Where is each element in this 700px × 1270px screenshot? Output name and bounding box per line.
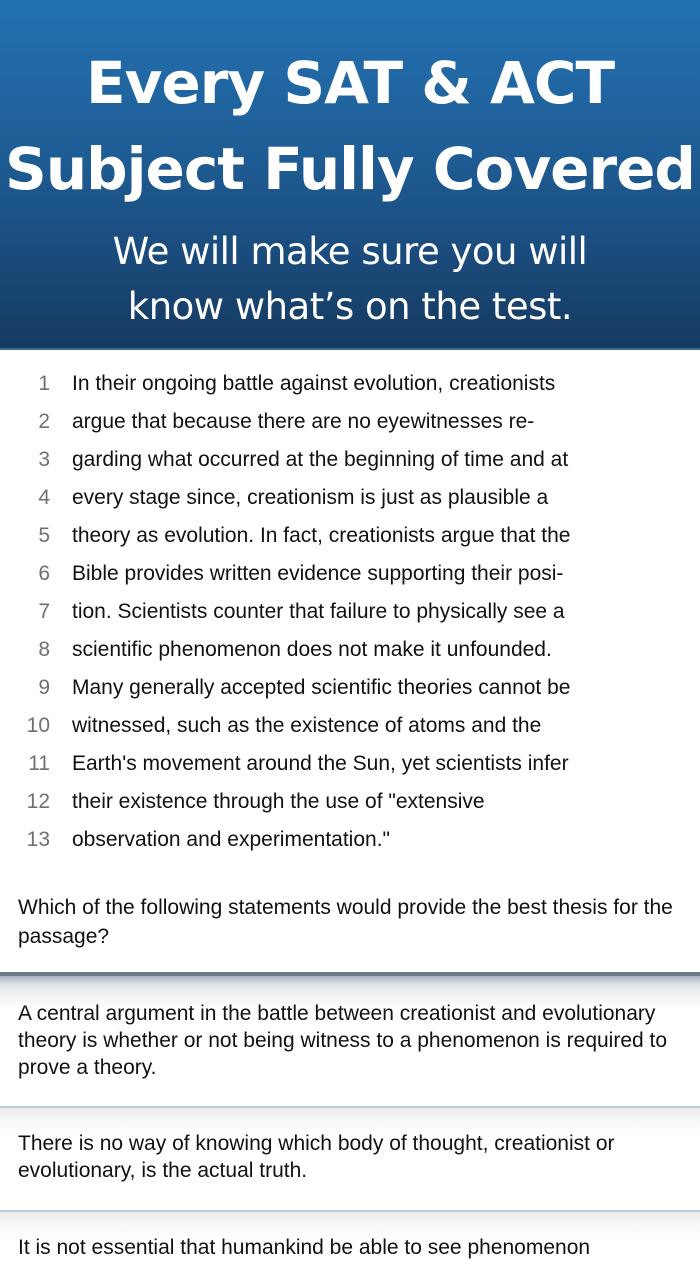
- passage-line: [0, 745, 700, 783]
- line-text: observation and experimentation.": [72, 828, 390, 851]
- line-text: every stage since, creationism is just as plausible a: [72, 486, 549, 509]
- line-number: 13: [26, 828, 50, 851]
- passage-line: [0, 555, 700, 593]
- line-number: 12: [26, 790, 50, 813]
- line-number: 5: [38, 524, 50, 547]
- line-text: tion. Scientists counter that failure to physically see a: [72, 600, 565, 623]
- line-number: 2: [38, 410, 50, 433]
- passage-line: [0, 707, 700, 745]
- passage-line: [0, 631, 700, 669]
- line-text: In their ongoing battle against evolution, creationists: [72, 372, 556, 395]
- reading-passage: [0, 365, 700, 859]
- passage-line: [0, 517, 700, 555]
- line-text: scientific phenomenon does not make it unfounded.: [72, 638, 552, 661]
- promo-banner: [0, 0, 700, 350]
- answer-choice-2[interactable]: There is no way of knowing which body of thought, creationist or evolutionary, is the actual truth.: [0, 1106, 700, 1210]
- banner-title-line-1: Every SAT & ACT: [85, 49, 615, 117]
- passage-line: [0, 441, 700, 479]
- line-text: their existence through the use of "extensive: [72, 790, 485, 813]
- line-text: Many generally accepted scientific theories cannot be: [72, 676, 571, 699]
- line-number: 10: [26, 714, 50, 737]
- passage-line: [0, 669, 700, 707]
- passage-line: [0, 365, 700, 403]
- line-number: 11: [28, 752, 50, 775]
- line-number: 7: [38, 600, 50, 623]
- line-text: witnessed, such as the existence of atoms and the: [72, 714, 542, 737]
- line-text: garding what occurred at the beginning of time and at: [72, 448, 569, 471]
- answer-choice-1[interactable]: A central argument in the battle between creationist and evolutionary theory is whether or not being witness to a phenomenon is required to prove a theory.: [0, 972, 700, 1106]
- line-number: 3: [38, 448, 50, 471]
- answer-choice-3[interactable]: It is not essential that humankind be able to see phenomenon: [0, 1210, 700, 1270]
- banner-title-line-2: Subject Fully Covered: [5, 135, 695, 203]
- line-text: argue that because there are no eyewitnesses re-: [72, 410, 535, 433]
- line-text: Earth's movement around the Sun, yet scientists infer: [72, 752, 569, 775]
- line-number: 8: [38, 638, 50, 661]
- banner-subtitle-line-1: We will make sure you will: [112, 230, 588, 273]
- line-number: 4: [38, 486, 50, 509]
- line-number: 1: [38, 372, 50, 395]
- passage-line: [0, 783, 700, 821]
- line-number: 6: [38, 562, 50, 585]
- passage-line: [0, 403, 700, 441]
- question-prompt: Which of the following statements would provide the best thesis for the passage?: [18, 896, 673, 948]
- banner-subtitle-line-2: know what’s on the test.: [127, 285, 573, 328]
- banner-title: [0, 40, 700, 212]
- passage-line: [0, 821, 700, 859]
- line-number: 9: [38, 676, 50, 699]
- passage-line: [0, 593, 700, 631]
- line-text: Bible provides written evidence supporting their posi-: [72, 562, 564, 585]
- line-text: theory as evolution. In fact, creationists argue that the: [72, 524, 571, 547]
- answer-choices: [0, 972, 700, 1270]
- banner-subtitle: [0, 224, 700, 334]
- passage-line: [0, 479, 700, 517]
